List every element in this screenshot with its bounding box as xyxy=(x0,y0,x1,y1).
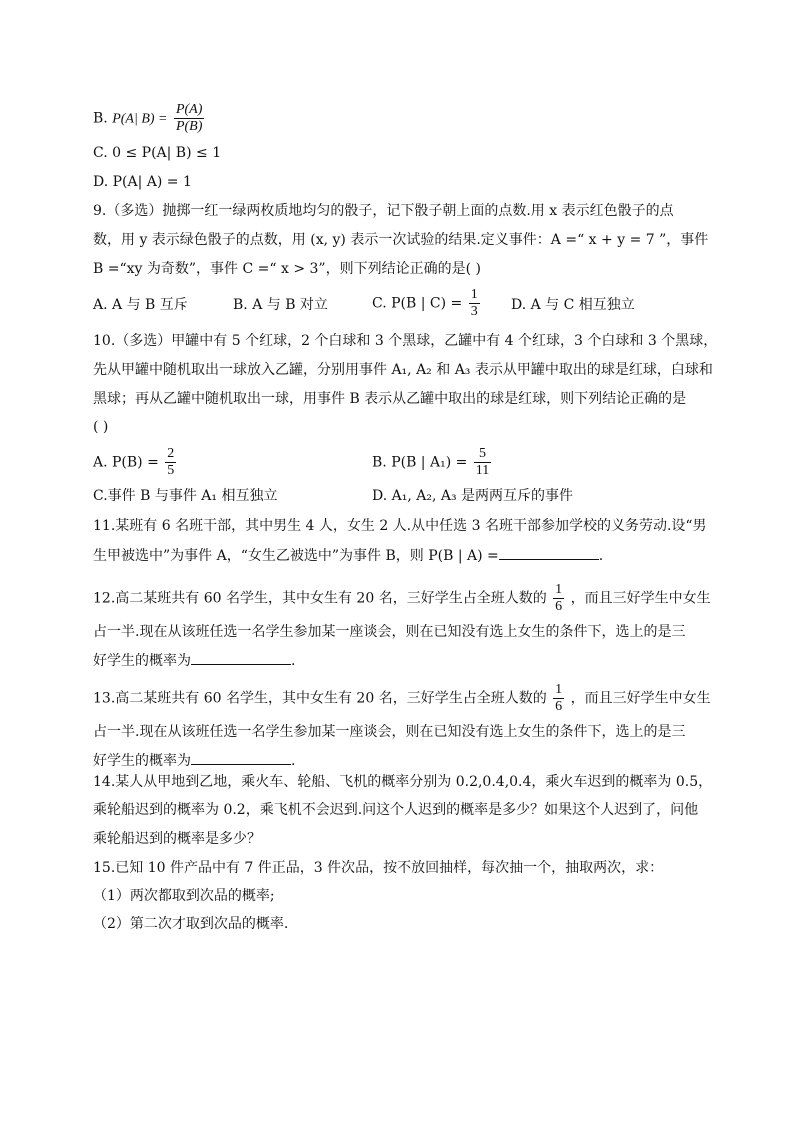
q10-line-3: 黑球；再从乙罐中随机取出一球，用事件 B 表示从乙罐中取出的球是红球，则下列结论正确的是 xyxy=(93,391,687,407)
option-b-fraction xyxy=(174,102,204,135)
q10-line-1: 10.（多选）甲罐中有 5 个红球，2 个白球和 3 个黑球，乙罐中有 4 个红球，3 个白球和 3 个黑球， xyxy=(93,333,718,349)
q9-line-2: 数，用 y 表示绿色骰子的点数，用 (x, y) 表示一次试验的结果.定义事件：A =“ x + y = 7 ”，事件 xyxy=(93,232,709,248)
q12-line-1 xyxy=(93,582,711,615)
q13-fraction xyxy=(553,682,564,715)
q11-line-2 xyxy=(93,545,603,566)
q10-choice-a-fraction xyxy=(165,446,176,479)
fraction-denominator: 6 xyxy=(555,699,563,714)
q10-choice-d: D. A₁, A₂, A₃ 是两两互斥的事件 xyxy=(372,488,574,504)
q15-line-1: 15.已知 10 件产品中有 7 件正品，3 件次品，按不放回抽样，每次抽一个，抽取两次，求： xyxy=(93,860,664,876)
q10-choice-b-fraction xyxy=(474,446,491,479)
fraction-numerator: 1 xyxy=(470,287,478,302)
q12-line-1-tail: ，而且三好学生中女生 xyxy=(570,590,711,607)
q14-line-3: 乘轮船迟到的概率是多少？ xyxy=(93,831,261,847)
q13-line-1 xyxy=(93,682,711,715)
q9-choice-a: A. A 与 B 互斥 xyxy=(93,297,188,313)
q15-line-2: （1）两次都取到次品的概率; xyxy=(93,888,275,904)
q11-period: . xyxy=(598,548,604,564)
answer-blank[interactable] xyxy=(191,750,291,765)
q9-choice-c-label: C. P(B | C) = xyxy=(372,295,463,312)
q13-line-3-text: 好学生的概率为 xyxy=(93,753,191,769)
option-b-lhs: P(A| B) = xyxy=(112,111,168,127)
q10-choice-c: C.事件 B 与事件 A₁ 相互独立 xyxy=(93,488,278,504)
option-b-label: B. xyxy=(93,110,113,127)
q13-period: . xyxy=(291,753,296,769)
q9-choice-c-fraction xyxy=(469,287,480,320)
q9-choice-d: D. A 与 C 相互独立 xyxy=(511,297,635,313)
q13-line-2: 占一半.现在从该班任选一名学生参加某一座谈会，则在已知没有选上女生的条件下，选上的是三 xyxy=(93,724,686,740)
fraction-numerator: P(A) xyxy=(175,102,203,117)
q11-line-1: 11.某班有 6 名班干部，其中男生 4 人，女生 2 人.从中任选 3 名班干部参加学校的义务劳动.设“男 xyxy=(93,518,707,534)
fraction-numerator: 1 xyxy=(555,582,563,597)
fraction-denominator: 11 xyxy=(475,463,490,478)
q15-line-3: （2）第二次才取到次品的概率. xyxy=(93,916,289,932)
q12-line-3-text: 好学生的概率为 xyxy=(93,653,191,669)
fraction-numerator: 2 xyxy=(167,446,175,461)
answer-blank[interactable] xyxy=(499,545,599,560)
q12-line-2: 占一半.现在从该班任选一名学生参加某一座谈会，则在已知没有选上女生的条件下，选上的是三 xyxy=(93,624,686,640)
q10-choice-b xyxy=(372,446,493,479)
q9-line-3: B =“xy 为奇数”，事件 C =“ x > 3”，则下列结论正确的是( ) xyxy=(93,261,481,277)
q13-line-1-text: 13.高二某班共有 60 名学生，其中女生有 20 名，三好学生占全班人数的 xyxy=(93,690,547,707)
option-c-line: C. 0 ≤ P(A| B) ≤ 1 xyxy=(93,145,222,161)
q10-line-2: 先从甲罐中随机取出一球放入乙罐，分别用事件 A₁, A₂ 和 A₃ 表示从甲罐中取出的球是红球，白球和 xyxy=(93,362,713,378)
q9-choice-c xyxy=(372,287,482,320)
fraction-numerator: 5 xyxy=(474,446,491,463)
q11-line-2-text: 生甲被选中”为事件 A，“女生乙被选中”为事件 B，则 P(B | A) = xyxy=(93,548,499,564)
q12-line-1-text: 12.高二某班共有 60 名学生，其中女生有 20 名，三好学生占全班人数的 xyxy=(93,590,547,607)
fraction-denominator: P(B) xyxy=(175,119,203,134)
q14-line-2: 乘轮船迟到的概率为 0.2，乘飞机不会迟到.问这个人迟到的概率是多少？如果这个人迟到了，问他 xyxy=(93,802,699,818)
fraction-denominator: 6 xyxy=(555,599,563,614)
q14-line-1: 14.某人从甲地到乙地，乘火车、轮船、飞机的概率分别为 0.2,0.4,0.4，乘火车迟到的概率为 0.5， xyxy=(93,774,713,790)
option-b-line xyxy=(93,102,206,135)
fraction-denominator: 3 xyxy=(470,304,478,319)
q9-choice-b: B. A 与 B 对立 xyxy=(233,297,328,313)
q12-fraction xyxy=(553,582,564,615)
q10-choice-a-label: A. P(B) = xyxy=(93,454,159,471)
q13-line-1-tail: ，而且三好学生中女生 xyxy=(570,690,711,707)
q9-line-1: 9.（多选）抛掷一红一绿两枚质地均匀的骰子，记下骰子朝上面的点数.用 x 表示红色骰子的点 xyxy=(93,203,674,219)
answer-blank[interactable] xyxy=(191,650,291,665)
q13-line-3 xyxy=(93,750,295,771)
q10-choice-a xyxy=(93,446,178,479)
fraction-denominator: 5 xyxy=(167,463,175,478)
q10-choice-b-label: B. P(B | A₁) = xyxy=(372,454,468,471)
q10-line-4: ( ) xyxy=(93,419,109,435)
q12-period: . xyxy=(291,653,296,669)
q12-line-3 xyxy=(93,650,295,671)
fraction-numerator: 1 xyxy=(555,682,563,697)
option-d-line: D. P(A| A) = 1 xyxy=(93,174,192,190)
